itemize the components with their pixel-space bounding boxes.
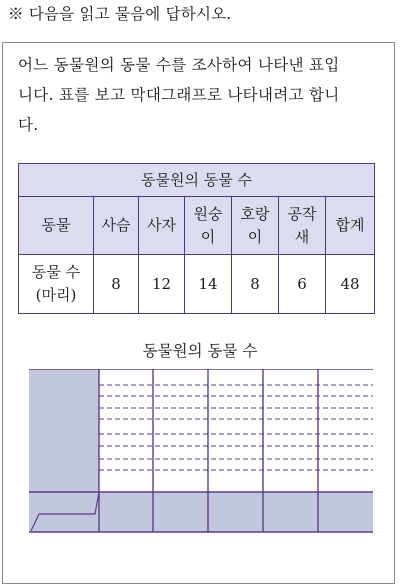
value-cell: 14 bbox=[185, 255, 232, 314]
animal-count-table bbox=[18, 163, 375, 314]
header-cell bbox=[279, 197, 326, 255]
problem-line: 다. bbox=[18, 116, 39, 134]
dashed-grid bbox=[99, 385, 373, 470]
header-line: 이 bbox=[247, 227, 263, 246]
axis-corner bbox=[29, 492, 99, 532]
header-line: 공작 bbox=[287, 204, 317, 223]
problem-line: 어느 동물원의 동물 수를 조사하여 나타낸 표입 bbox=[18, 56, 340, 74]
row-label-count bbox=[19, 255, 94, 314]
header-line: 사자 bbox=[147, 216, 176, 234]
header-line: 합계 bbox=[335, 216, 365, 234]
bar-graph-frame bbox=[29, 369, 374, 533]
row-label-line: (마리) bbox=[35, 286, 77, 304]
value-cell: 8 bbox=[232, 255, 279, 314]
header-line: 호랑 bbox=[240, 204, 270, 223]
header-cell bbox=[232, 197, 279, 255]
header-cell bbox=[94, 197, 139, 255]
instruction-text: ※ 다음을 읽고 물음에 답하시오. bbox=[8, 5, 232, 23]
value-cell: 8 bbox=[94, 255, 139, 314]
header-line: 새 bbox=[294, 227, 310, 246]
header-cell bbox=[139, 197, 185, 255]
problem-text bbox=[18, 50, 388, 140]
value-cell: 6 bbox=[279, 255, 326, 314]
value-cell: 12 bbox=[139, 255, 185, 314]
header-line: 원숭 bbox=[193, 204, 223, 223]
category-label-row bbox=[99, 492, 373, 532]
header-cell-total bbox=[326, 197, 375, 255]
header-line: 이 bbox=[200, 227, 216, 246]
row-label-line: 동물 수 bbox=[31, 263, 81, 281]
table-title: 동물원의 동물 수 bbox=[19, 164, 375, 197]
graph-title: 동물원의 동물 수 bbox=[142, 342, 258, 360]
header-cell-animal: 동물 bbox=[19, 197, 94, 255]
problem-line: 니다. 표를 보고 막대그래프로 나타내려고 합니 bbox=[18, 86, 340, 104]
header-line: 사슴 bbox=[101, 216, 131, 234]
value-cell-total: 48 bbox=[326, 255, 375, 314]
header-cell bbox=[185, 197, 232, 255]
